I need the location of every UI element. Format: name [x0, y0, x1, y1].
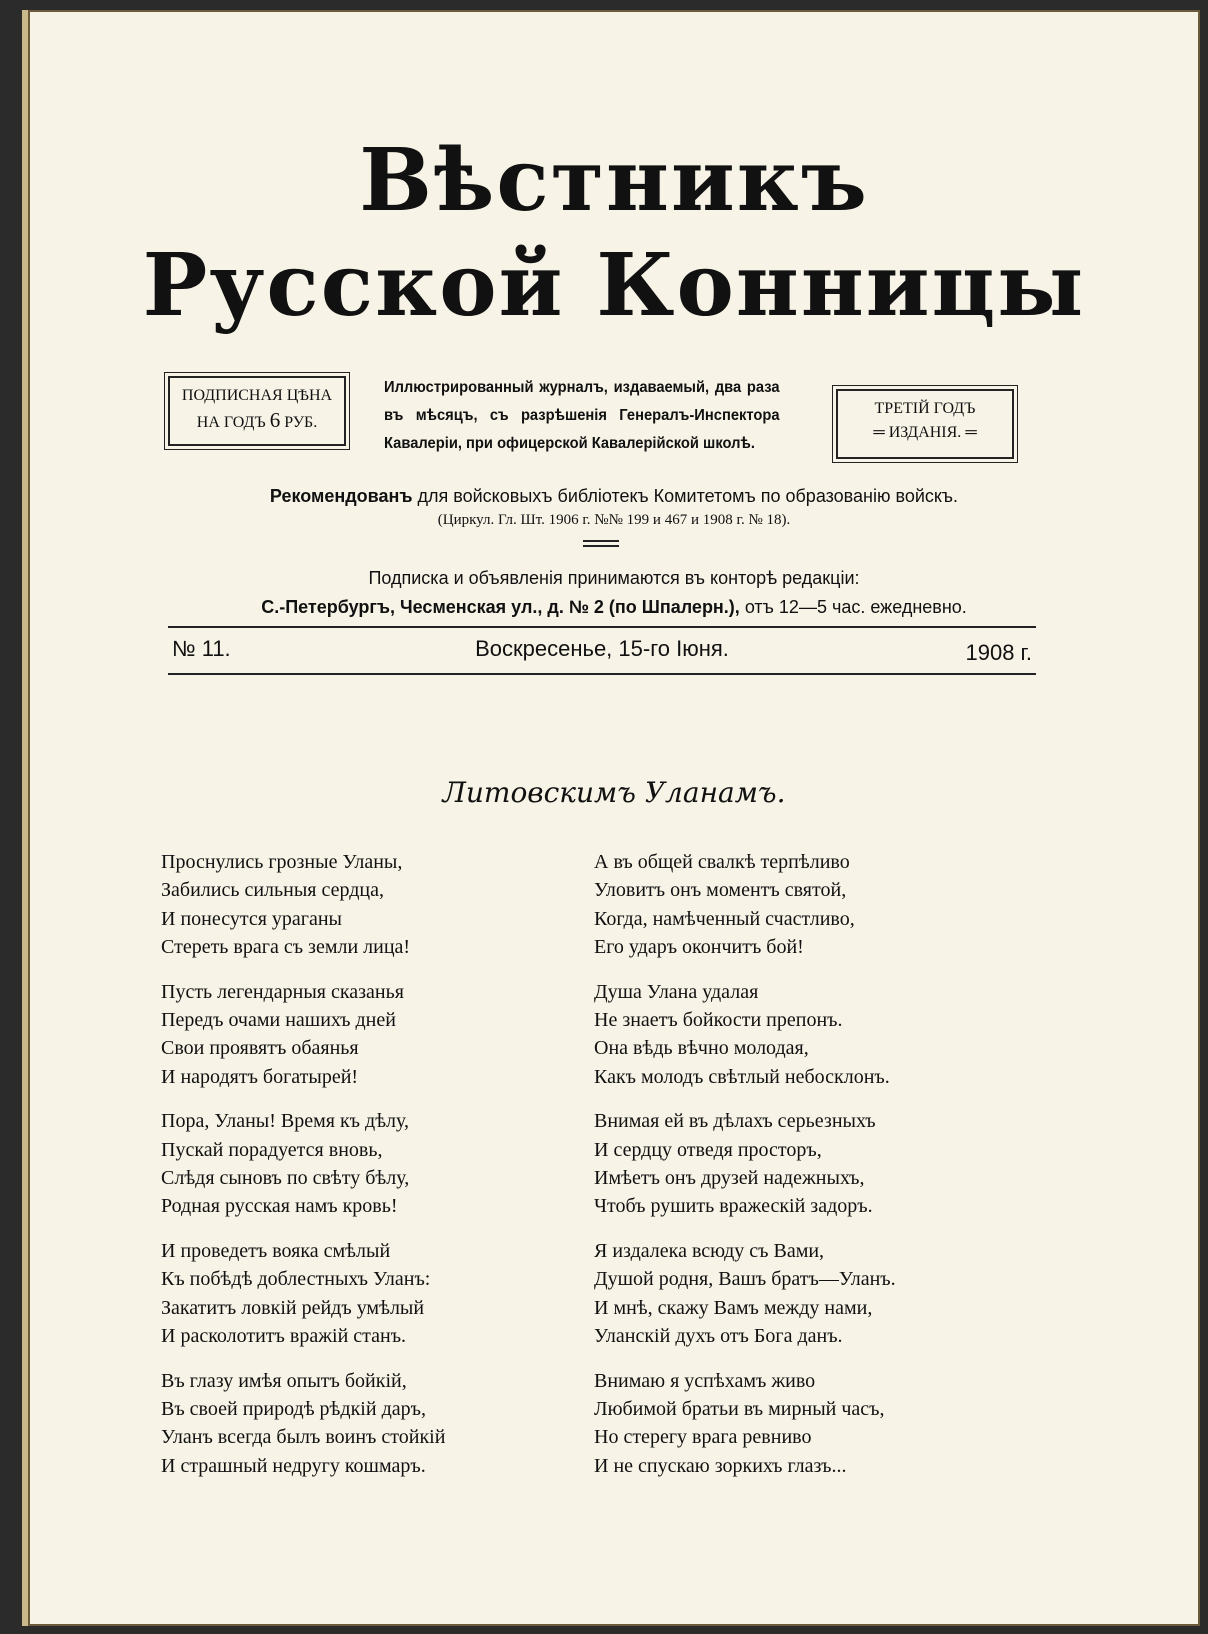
address-bold: С.-Петербургъ, Чесменская ул., д. № 2 (по Шпалерн.), [261, 597, 740, 617]
year-box-line2: ═ ИЗДАНІЯ. ═ [873, 424, 977, 441]
price-box-prefix: НА ГОДЪ [196, 414, 266, 431]
poem-line: Внимаю я успѣхамъ живо [594, 1369, 816, 1392]
poem-line: Имѣетъ онъ друзей надежныхъ, [594, 1167, 865, 1190]
poem-line: Я издалека всюду съ Вами, [594, 1239, 825, 1262]
poem-line: Уловитъ онъ моментъ святой, [594, 879, 847, 902]
poem-line: Чтобъ рушить вражескій задоръ. [594, 1195, 873, 1218]
poem-line: И не спускаю зоркихъ глазъ... [594, 1454, 847, 1477]
price-box-suffix: РУБ. [284, 414, 318, 431]
recommendation-bold: Рекомендованъ [269, 486, 413, 506]
poem-stanza [161, 1367, 561, 1481]
poem-title: Литовскимъ Уланамъ. [442, 776, 786, 809]
poem-stanza [594, 978, 1014, 1092]
subscription-info: Подписка и объявленія принимаются въ конторѣ редакціи: [368, 568, 860, 588]
issue-number: № 11. [172, 636, 231, 661]
recommendation-line [28, 486, 1200, 507]
circular-reference: (Циркул. Гл. Шт. 1906 г. №№ 199 и 467 и 1908 г. № 18). [437, 512, 791, 528]
masthead-title-line1: Вѣстникъ [359, 130, 869, 231]
price-box-line1: ПОДПИСНАЯ ЦѢНА [181, 387, 333, 404]
poem-line: Не знаетъ бойкости препонъ. [594, 1009, 843, 1032]
poem-line: И проведетъ вояка смѣлый [161, 1239, 391, 1262]
poem-line: Но стерегу врага ревниво [594, 1426, 812, 1449]
poem-line: Слѣдя сыновъ по свѣту бѣлу, [161, 1167, 410, 1190]
poem-column-right [594, 848, 1014, 1496]
poem-line: Пускай порадуется вновь, [161, 1138, 383, 1161]
poem-stanza [594, 1237, 1014, 1351]
poem-line: Душа Улана удалая [594, 980, 759, 1003]
poem-line: Уланскій духъ отъ Бога данъ. [594, 1325, 843, 1348]
address-hours: отъ 12—5 час. ежедневно. [739, 597, 967, 617]
poem-stanza [161, 848, 561, 962]
divider-double-dash [583, 540, 619, 542]
poem-line: Пора, Уланы! Время къ дѣлу, [161, 1110, 410, 1133]
poem-line: Въ своей природѣ рѣдкій даръ, [161, 1397, 426, 1420]
poem-line: И понесутся ураганы [161, 907, 342, 930]
poem-column-left [161, 848, 561, 1496]
poem-line: Въ глазу имѣя опытъ бойкій, [161, 1369, 407, 1392]
poem-line: Забились сильныя сердца, [161, 879, 384, 902]
poem-line: И мнѣ, скажу Вамъ между нами, [594, 1296, 873, 1319]
poem-stanza [594, 1107, 1014, 1221]
poem-line: Душой родня, Вашъ братъ—Уланъ. [594, 1268, 896, 1291]
issue-date: Воскресенье, 15-го Іюня. [475, 636, 729, 661]
poem-line: Къ побѣдѣ доблестныхъ Уланъ: [161, 1268, 431, 1291]
poem-line: Стереть врага съ земли лица! [161, 936, 411, 959]
price-box-line2 [178, 408, 336, 435]
poem-stanza [161, 978, 561, 1092]
poem-line: Свои проявятъ обаянья [161, 1037, 359, 1060]
poem-stanza [594, 1367, 1014, 1481]
year-box-line2-text: ИЗДАНІЯ. [888, 424, 962, 441]
poem-line: Его ударъ окончитъ бой! [594, 936, 804, 959]
issue-rule-bottom [168, 673, 1036, 675]
masthead-title-line2: Русской Конницы [142, 235, 1086, 336]
price-box-amount: 6 [269, 408, 281, 432]
poem-line: Какъ молодъ свѣтлый небосклонъ. [594, 1065, 890, 1088]
page-sheet [22, 10, 1200, 1626]
issue-rule-top [168, 626, 1036, 628]
publication-year-box [836, 389, 1014, 459]
journal-description: Иллюстрированный журналъ, издаваемый, два раза въ мѣсяцъ, съ разрѣшенія Генералъ-Инспектора Кавалеріи, при офицерской Кавалерійской школѣ. [384, 379, 780, 452]
poem-line: Она вѣдь вѣчно молодая, [594, 1037, 809, 1060]
poem-line: Когда, намѣченный счастливо, [594, 907, 855, 930]
poem-line: Внимая ей въ дѣлахъ серьезныхъ [594, 1110, 876, 1133]
poem-line: А въ общей свалкѣ терпѣливо [594, 851, 850, 873]
issue-info-row [168, 632, 1036, 668]
subscription-price-box [168, 376, 346, 446]
poem-stanza [594, 848, 1014, 962]
poem-line: И расколотитъ вражій станъ. [161, 1325, 407, 1348]
poem-line: И народятъ богатырей! [161, 1065, 359, 1088]
poem-line: Закатитъ ловкій рейдъ умѣлый [161, 1296, 425, 1319]
poem-line: Родная русская намъ кровь! [161, 1195, 398, 1218]
issue-year: 1908 г. [965, 640, 1032, 665]
poem-line: Любимой братьи въ мирный часъ, [594, 1397, 885, 1420]
editorial-address [28, 597, 1200, 618]
poem-line: И страшный недругу кошмаръ. [161, 1454, 426, 1477]
recommendation-text: для войсковыхъ библіотекъ Комитетомъ по образованію войскъ. [412, 486, 959, 506]
poem-line: Передъ очами нашихъ дней [161, 1009, 396, 1032]
poem-stanza [161, 1107, 561, 1221]
poem-line: Уланъ всегда былъ воинъ стойкій [161, 1426, 446, 1449]
poem-line: И сердцу отведя просторъ, [594, 1138, 822, 1161]
poem-line: Пусть легендарныя сказанья [161, 980, 404, 1003]
year-box-line1: ТРЕТІЙ ГОДЪ [874, 400, 976, 417]
poem-line: Проснулись грозные Уланы, [161, 851, 403, 873]
poem-stanza [161, 1237, 561, 1351]
